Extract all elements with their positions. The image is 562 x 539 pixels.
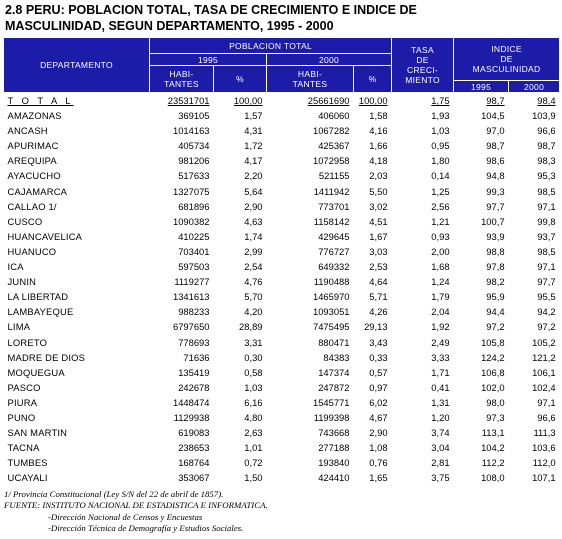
cell-h95: 242678 [178,381,210,393]
cell-name: MADRE DE DIOS [7,351,86,363]
table-row [4,470,560,485]
cell-name: ICA [7,261,24,273]
cell-h95: 681896 [178,200,210,212]
cell-p00: 2,53 [369,261,388,273]
table-row [4,168,560,183]
header-indice-1995: 1995 [454,81,509,93]
cell-i00: 103,6 [532,442,556,454]
cell-i95: 124,2 [481,351,505,363]
table-row [4,410,560,425]
header-departamento: DEPARTAMENTO [4,38,150,93]
cell-i95: 98,7 [486,140,505,152]
cell-p00: 1,65 [369,472,388,484]
cell-p95: 1,03 [244,381,263,393]
table-row [4,229,560,244]
cell-p00: 100,00 [358,95,388,106]
table-row [4,455,560,470]
cell-h00: 7475495 [313,321,350,333]
cell-p95: 28,89 [239,321,263,333]
cell-i00: 112,0 [532,457,556,469]
cell-p95: 3,31 [244,336,263,348]
table-row [4,304,560,319]
header-habitantes-1995: HABI- TANTES [150,66,214,93]
cell-h95: 703401 [178,245,210,257]
table-row [4,274,560,289]
cell-i00: 105,2 [532,336,556,348]
cell-p00: 5,71 [369,291,388,303]
table-row [4,319,560,334]
cell-tasa: 1,21 [431,215,450,227]
cell-p00: 0,57 [369,366,388,378]
cell-h00: 1190488 [313,276,350,288]
cell-i95: 97,3 [486,411,505,423]
cell-h95: 135419 [178,366,210,378]
cell-h00: 649332 [318,261,350,273]
cell-tasa: 2,04 [431,306,450,318]
cell-p95: 2,20 [244,170,263,182]
cell-tasa: 3,04 [431,442,450,454]
table-row [4,153,560,168]
cell-p95: 0,30 [244,351,263,363]
cell-p95: 2,99 [244,245,263,257]
cell-h00: 776727 [318,245,350,257]
table-row [4,380,560,395]
cell-h95: 981206 [178,155,210,167]
cell-name: AREQUIPA [7,155,57,167]
table-row [4,350,560,365]
cell-p95: 2,63 [244,427,263,439]
cell-tasa: 0,41 [431,381,450,393]
table-row [4,199,560,214]
cell-h00: 743668 [318,427,350,439]
cell-p00: 2,03 [369,170,388,182]
cell-i00: 97,1 [537,261,556,273]
cell-name: AYACUCHO [7,170,61,182]
cell-h00: 1411942 [313,185,350,197]
cell-h95: 988233 [178,306,210,318]
cell-i00: 98,3 [537,155,556,167]
cell-h00: 880471 [318,336,350,348]
cell-p00: 4,67 [369,411,388,423]
cell-h95: 1129938 [173,411,210,423]
cell-tasa: 1,24 [431,276,450,288]
cell-i95: 94,8 [486,170,505,182]
cell-h95: 619083 [178,427,210,439]
cell-i00: 121,2 [532,351,556,363]
cell-p95: 2,90 [244,200,263,212]
header-indice-2000: 2000 [509,81,560,93]
cell-h95: 353067 [178,472,210,484]
cell-i00: 96,6 [537,125,556,137]
cell-h95: 1014163 [173,125,210,137]
table-row [4,214,560,229]
cell-i00: 102,4 [532,381,556,393]
cell-p95: 5,64 [244,185,263,197]
table-row [4,244,560,259]
cell-i00: 97,7 [537,276,556,288]
cell-i00: 107,1 [532,472,556,484]
header-tasa: TASA DE CRECI- MIENTO [392,38,454,93]
title-line-1: 2.8 PERU: POBLACION TOTAL, TASA DE CRECIMIENTO E INDICE DE [5,3,417,17]
table-row [4,425,560,440]
cell-h00: 1545771 [313,396,350,408]
cell-name: AMAZONAS [7,110,62,122]
cell-name: SAN MARTIN [7,427,68,439]
table-row [4,138,560,153]
cell-i00: 96,6 [537,411,556,423]
cell-h95: 597503 [178,261,210,273]
population-table [3,37,560,485]
cell-p00: 3,03 [369,245,388,257]
table-title [5,2,557,34]
cell-name: PUNO [7,411,36,423]
cell-name: UCAYALI [7,472,48,484]
cell-i00: 97,1 [537,200,556,212]
cell-p00: 0,76 [369,457,388,469]
cell-tasa: 3,74 [431,427,450,439]
cell-name: CAJAMARCA [7,185,68,197]
cell-name: LA LIBERTAD [7,291,69,303]
cell-p95: 1,74 [244,230,263,242]
cell-i95: 97,7 [486,200,505,212]
cell-h00: 1067282 [313,125,350,137]
cell-name: APURIMAC [7,140,59,152]
cell-h95: 517633 [178,170,210,182]
cell-name: MOQUEGUA [7,366,65,378]
cell-p95: 4,20 [244,306,263,318]
table-row [4,123,560,138]
cell-h00: 1072958 [313,155,350,167]
cell-tasa: 1,79 [431,291,450,303]
cell-i95: 95,9 [486,291,505,303]
cell-h00: 425367 [318,140,350,152]
cell-tasa: 3,33 [431,351,450,363]
cell-tasa: 1,75 [431,95,450,106]
cell-tasa: 1,68 [431,261,450,273]
cell-h95: 168764 [178,457,210,469]
cell-p00: 1,67 [369,230,388,242]
cell-p95: 1,50 [244,472,263,484]
cell-h00: 1093051 [313,306,350,318]
cell-i00: 97,1 [537,396,556,408]
cell-i95: 93,9 [486,230,505,242]
table-row [4,335,560,350]
cell-i95: 98,6 [486,155,505,167]
header-year-1995: 1995 [150,54,267,66]
cell-tasa: 1,25 [431,185,450,197]
header-poblacion-total: POBLACION TOTAL [150,38,392,54]
cell-p95: 100,00 [233,95,263,106]
cell-p95: 1,72 [244,140,263,152]
table-row [4,395,560,410]
table-row [4,440,560,455]
cell-name: HUANCAVELICA [7,230,83,242]
total-row [4,93,560,109]
cell-i00: 111,3 [533,427,556,439]
cell-tasa: 0,14 [431,170,450,182]
cell-tasa: 1,80 [431,155,450,167]
cell-i95: 97,0 [486,125,505,137]
cell-p95: 4,76 [244,276,263,288]
cell-p00: 4,26 [369,306,388,318]
cell-h00: 277188 [318,442,350,454]
cell-p95: 6,16 [244,396,263,408]
source-line-demografia: -Dirección Técnica de Demografía y Estudios Sociales. [48,522,244,533]
cell-h95: 1119277 [174,276,210,288]
cell-h95: 1327075 [173,185,210,197]
cell-i00: 94,2 [537,306,556,318]
cell-i95: 104,2 [481,442,505,454]
cell-h00: 1465970 [313,291,350,303]
cell-p95: 4,80 [244,411,263,423]
cell-tasa: 2,81 [431,457,450,469]
cell-i00: 97,2 [537,321,556,333]
cell-h95: 1090382 [173,215,210,227]
cell-p00: 1,58 [369,110,388,122]
cell-h00: 147374 [318,366,350,378]
cell-h00: 1199398 [313,411,350,423]
header-percent-2000: % [354,66,392,93]
cell-name: LORETO [7,336,48,348]
cell-name: TUMBES [7,457,48,469]
cell-h95: 71636 [183,351,210,363]
cell-i00: 98,4 [537,95,556,106]
cell-p95: 4,17 [244,155,263,167]
cell-tasa: 0,95 [431,140,450,152]
table-header [4,38,560,93]
cell-i95: 94,4 [486,306,505,318]
cell-tasa: 3,75 [431,472,450,484]
cell-i95: 98,8 [486,245,505,257]
cell-h00: 773701 [318,200,350,212]
cell-i00: 95,3 [537,170,556,182]
cell-i95: 98,7 [486,95,505,106]
cell-i95: 102,0 [481,381,505,393]
cell-p00: 4,51 [369,215,388,227]
cell-p00: 6,02 [369,396,388,408]
cell-h00: 193840 [318,457,350,469]
cell-i00: 106,1 [532,366,556,378]
cell-i00: 93,7 [537,230,556,242]
cell-tasa: 1,92 [431,321,450,333]
cell-p95: 5,70 [244,291,263,303]
cell-name: CUSCO [7,215,43,227]
cell-tasa: 1,31 [431,396,450,408]
cell-p95: 1,57 [244,110,263,122]
cell-h95: 1341613 [173,291,210,303]
cell-i95: 106,8 [481,366,505,378]
cell-p95: 2,54 [244,261,263,273]
cell-p95: 1,01 [244,442,263,454]
cell-p00: 2,90 [369,427,388,439]
cell-name: T O T A L [7,95,74,106]
cell-p00: 4,64 [369,276,388,288]
cell-h00: 247872 [318,381,350,393]
cell-i95: 100,7 [481,215,505,227]
cell-h00: 406060 [318,110,350,122]
cell-p00: 0,97 [369,381,388,393]
cell-i95: 98,2 [486,276,505,288]
cell-h00: 521155 [318,170,350,182]
cell-p00: 4,16 [369,125,388,137]
cell-i95: 97,8 [486,261,505,273]
cell-h00: 429645 [318,230,350,242]
source-line-censos: -Dirección Nacional de Censos y Encuestas [48,511,203,522]
cell-p95: 4,31 [244,125,263,137]
cell-h95: 23531701 [167,95,210,106]
cell-p00: 4,18 [369,155,388,167]
cell-p00: 1,66 [369,140,388,152]
table-body [4,93,560,486]
cell-p95: 4,63 [244,215,263,227]
cell-h00: 424410 [318,472,350,484]
cell-i95: 97,2 [486,321,505,333]
header-year-2000: 2000 [267,54,392,66]
cell-name: PIURA [7,396,38,408]
header-percent-1995: % [214,66,267,93]
cell-tasa: 1,71 [431,366,450,378]
cell-name: HUANUCO [7,245,57,257]
header-indice: INDICE DE MASCULINIDAD [454,38,560,81]
cell-h95: 238653 [178,442,210,454]
cell-i00: 98,7 [537,140,556,152]
cell-p00: 3,43 [369,336,388,348]
cell-tasa: 2,49 [431,336,450,348]
cell-p95: 0,72 [244,457,263,469]
cell-h00: 84383 [323,351,350,363]
cell-name: JUNIN [7,276,37,288]
cell-i00: 98,5 [537,185,556,197]
cell-name: LAMBAYEQUE [7,306,74,318]
cell-p00: 1,08 [369,442,388,454]
cell-h95: 6797650 [173,321,210,333]
cell-tasa: 1,93 [431,110,450,122]
cell-i95: 99,3 [486,185,505,197]
cell-name: ANCASH [7,125,48,137]
cell-i95: 112,2 [481,457,505,469]
cell-h95: 369105 [178,110,210,122]
cell-tasa: 1,20 [431,411,450,423]
cell-i95: 108,0 [481,472,505,484]
cell-h95: 410225 [178,230,210,242]
source-line: FUENTE: INSTITUTO NACIONAL DE ESTADISTICA E INFORMATICA. [4,500,268,511]
cell-name: LIMA [7,321,31,333]
cell-p00: 5,50 [369,185,388,197]
table-row [4,108,560,123]
cell-i00: 98,5 [537,245,556,257]
table-row [4,184,560,199]
cell-h00: 25661690 [307,95,350,106]
cell-h00: 1158142 [313,215,350,227]
table-row [4,365,560,380]
header-habitantes-2000: HABI- TANTES [267,66,354,93]
footnote-callao: 1/ Provincia Constitucional (Ley S/N del 22 de abril de 1857). [4,489,224,499]
cell-name: TACNA [7,442,40,454]
cell-p00: 0,33 [369,351,388,363]
cell-i00: 95,5 [537,291,556,303]
table-row [4,289,560,304]
title-line-2: MASCULINIDAD, SEGUN DEPARTAMENTO, 1995 - 2000 [5,19,334,33]
cell-h95: 1448474 [173,396,210,408]
cell-tasa: 2,56 [431,200,450,212]
cell-i95: 105,8 [481,336,505,348]
cell-i95: 98,0 [486,396,505,408]
cell-p00: 29,13 [364,321,388,333]
cell-i95: 104,5 [481,110,505,122]
table-row [4,259,560,274]
cell-tasa: 0,93 [431,230,450,242]
cell-p95: 0,58 [244,366,263,378]
cell-name: PASCO [7,381,41,393]
cell-h95: 405734 [178,140,210,152]
cell-tasa: 1,03 [431,125,450,137]
cell-p00: 3,02 [369,200,388,212]
cell-i00: 99,8 [537,215,556,227]
cell-name: CALLAO 1/ [7,200,57,212]
cell-h95: 778693 [178,336,210,348]
cell-tasa: 2,00 [431,245,450,257]
cell-i00: 103,9 [532,110,556,122]
footnotes [4,489,268,534]
cell-i95: 113,1 [481,427,505,439]
